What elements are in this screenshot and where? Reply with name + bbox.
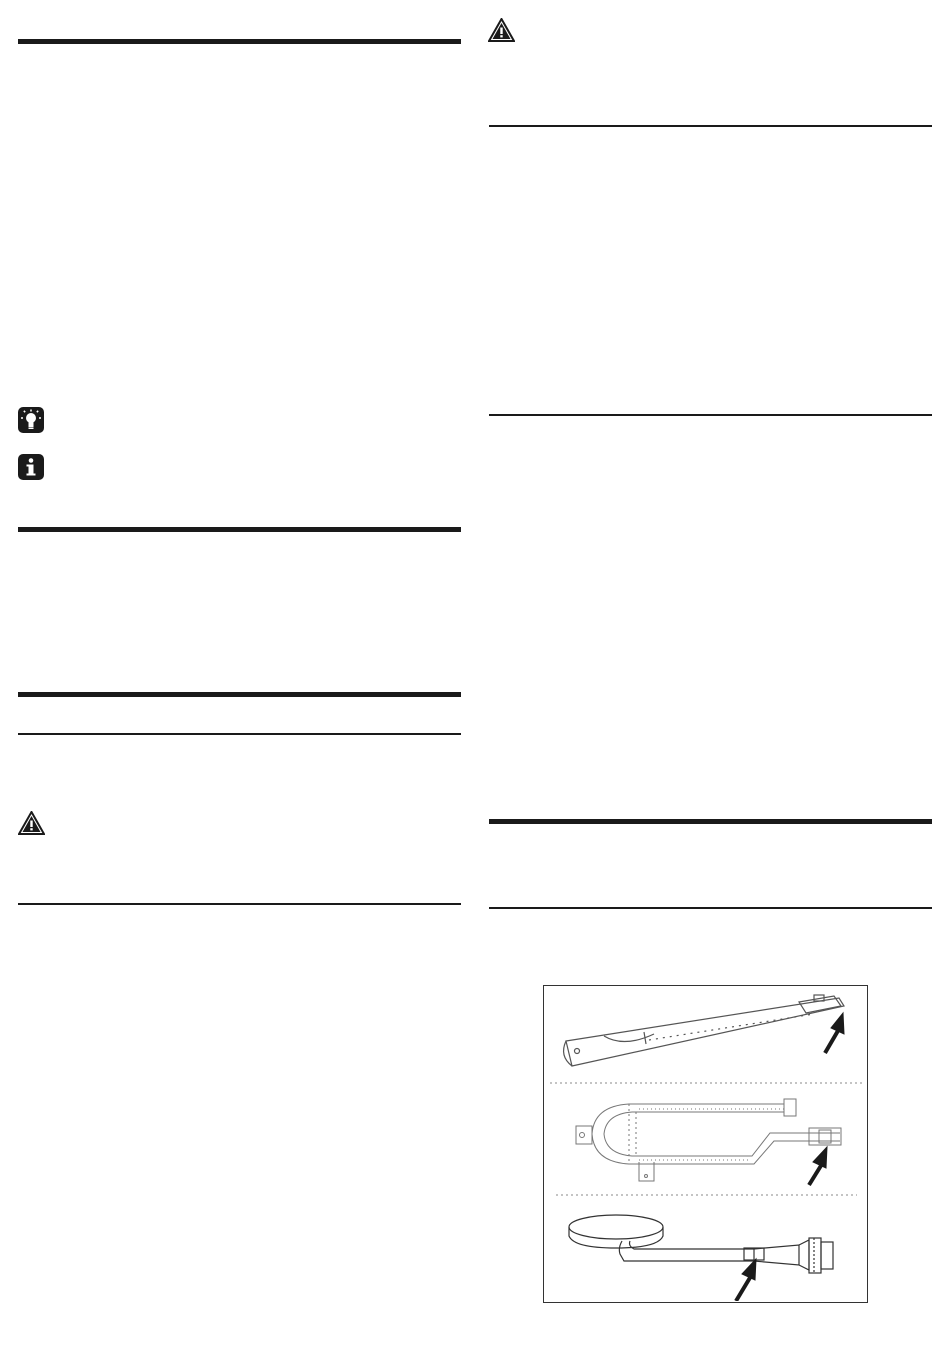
arrow-icon <box>825 1013 844 1053</box>
burner-variants-illustration <box>543 985 868 1303</box>
subsection-divider <box>18 903 461 905</box>
u-shaped-burner <box>576 1099 841 1181</box>
subsection-divider <box>489 414 932 416</box>
subsection-divider <box>18 733 461 735</box>
warning-icon <box>488 18 515 47</box>
straight-tube-burner <box>564 995 844 1066</box>
section-divider <box>18 527 461 532</box>
section-divider <box>18 39 461 44</box>
arrow-icon <box>736 1259 756 1301</box>
section-divider <box>18 692 461 697</box>
round-burner <box>569 1215 833 1273</box>
info-icon <box>18 454 44 485</box>
arrow-icon <box>809 1147 827 1185</box>
subsection-divider <box>489 907 932 909</box>
subsection-divider <box>489 125 932 127</box>
tip-lightbulb-icon <box>18 407 44 438</box>
warning-icon <box>18 811 45 840</box>
section-divider <box>489 819 932 824</box>
